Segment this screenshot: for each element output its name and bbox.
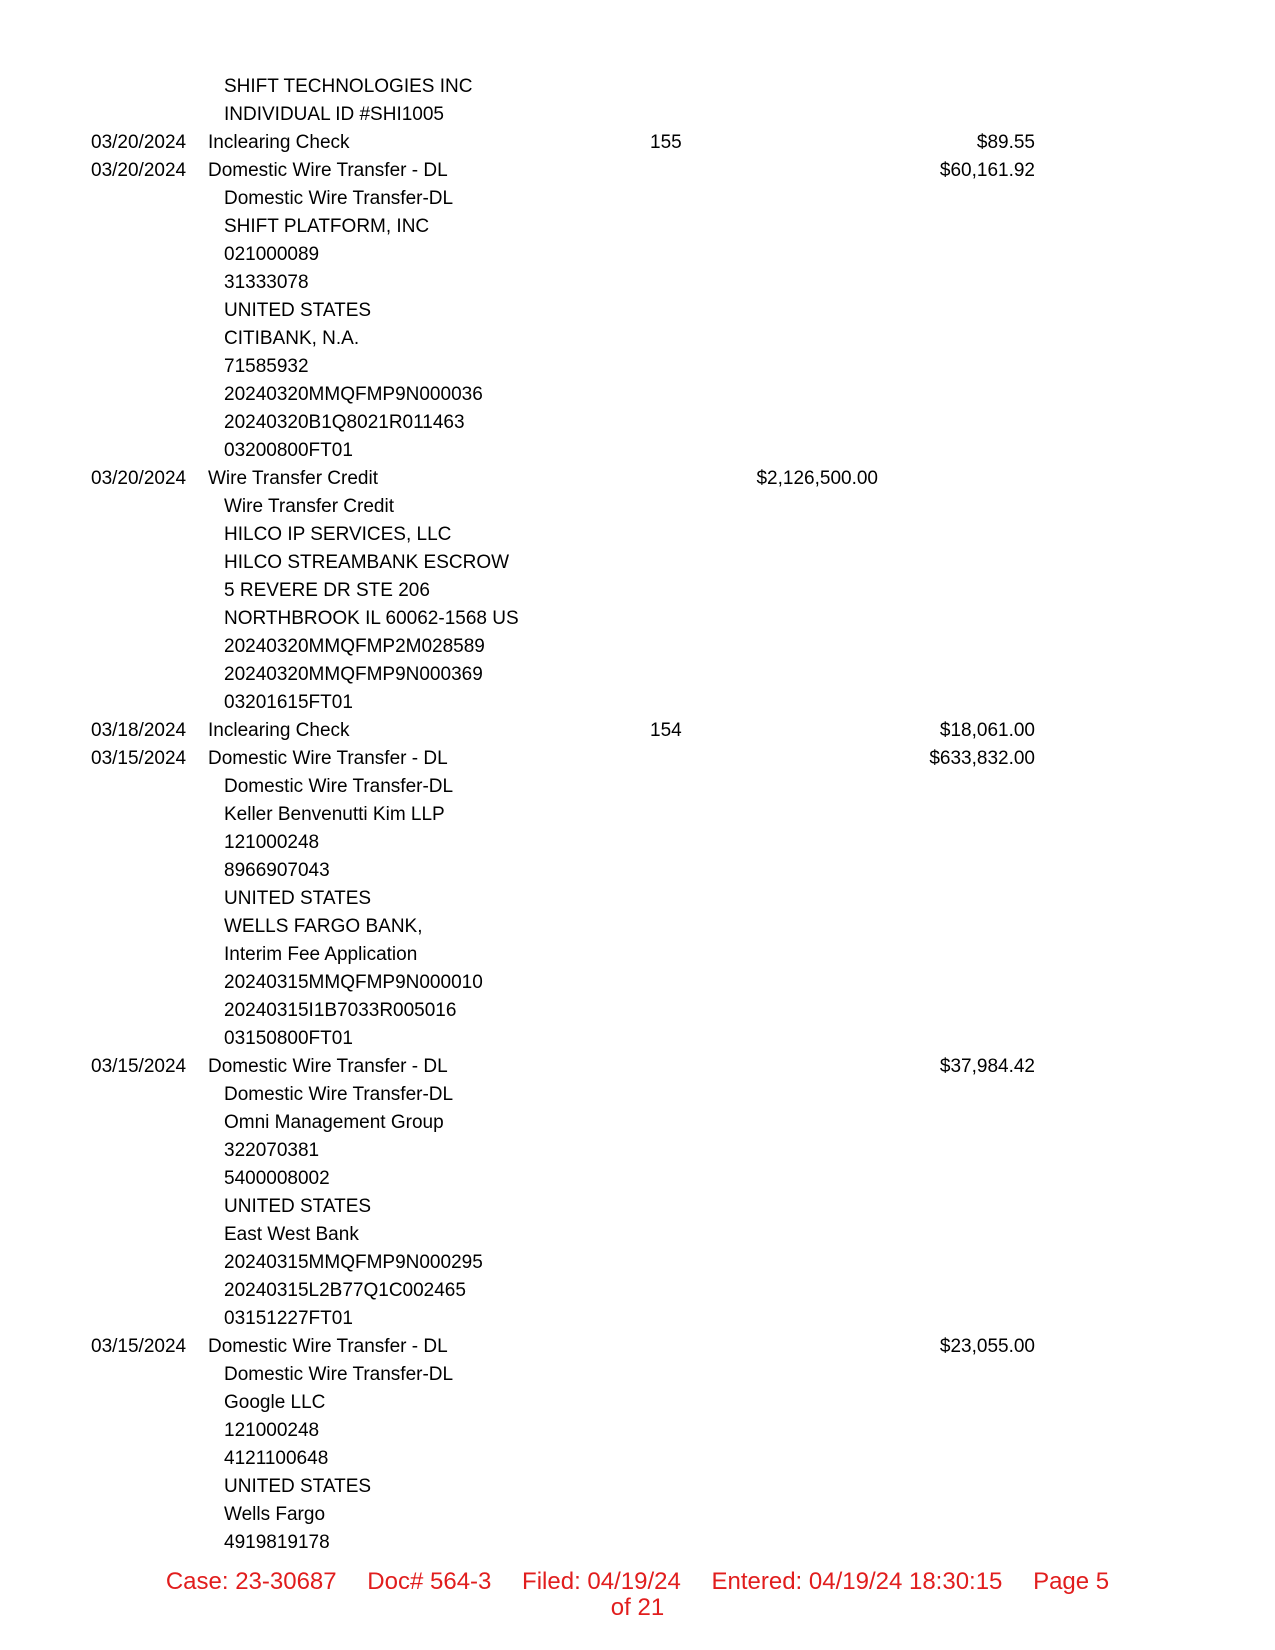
transaction-detail-line: 121000248	[224, 832, 320, 853]
transaction-row	[0, 129, 1275, 157]
transaction-detail-line: 121000248	[224, 1420, 320, 1441]
transaction-date: 03/15/2024	[91, 1056, 187, 1077]
transaction-detail-line: Keller Benvenutti Kim LLP	[224, 804, 445, 825]
transaction-row	[0, 857, 1275, 885]
transaction-detail-line: 20240315MMQFMP9N000010	[224, 972, 483, 993]
transaction-description: Domestic Wire Transfer - DL	[208, 748, 448, 769]
transaction-row	[0, 1473, 1275, 1501]
transaction-row	[0, 493, 1275, 521]
transaction-row	[0, 157, 1275, 185]
debit-amount: $23,055.00	[939, 1336, 1035, 1357]
transaction-row	[0, 605, 1275, 633]
transaction-detail-line: Wells Fargo	[224, 1504, 326, 1525]
transaction-detail-line: 20240315L2B77Q1C002465	[224, 1280, 466, 1301]
transaction-row	[0, 633, 1275, 661]
transaction-description: Inclearing Check	[208, 720, 350, 741]
transaction-detail-line: 71585932	[224, 356, 309, 377]
transaction-row	[0, 1389, 1275, 1417]
transaction-row	[0, 437, 1275, 465]
transaction-row	[0, 969, 1275, 997]
transaction-detail-line: CITIBANK, N.A.	[224, 328, 360, 349]
transaction-row	[0, 185, 1275, 213]
transaction-row	[0, 381, 1275, 409]
transaction-row	[0, 297, 1275, 325]
transaction-detail-line: Wire Transfer Credit	[224, 496, 394, 517]
transaction-row	[0, 325, 1275, 353]
transaction-date: 03/20/2024	[91, 160, 187, 181]
transaction-row	[0, 269, 1275, 297]
transaction-description: Inclearing Check	[208, 132, 350, 153]
credit-amount: $2,126,500.00	[756, 468, 878, 489]
transaction-detail-line: 8966907043	[224, 860, 330, 881]
transaction-row	[0, 1501, 1275, 1529]
transaction-detail-line: HILCO STREAMBANK ESCROW	[224, 552, 510, 573]
transaction-detail-line: UNITED STATES	[224, 1196, 372, 1217]
transaction-detail-line: SHIFT TECHNOLOGIES INC	[224, 76, 473, 97]
transaction-description: Domestic Wire Transfer - DL	[208, 160, 448, 181]
transaction-row	[0, 409, 1275, 437]
transaction-detail-line: Domestic Wire Transfer-DL	[224, 1364, 454, 1385]
transaction-row	[0, 1109, 1275, 1137]
transaction-detail-line: 322070381	[224, 1140, 320, 1161]
transaction-detail-line: 20240320B1Q8021R011463	[224, 412, 465, 433]
transaction-row	[0, 689, 1275, 717]
transaction-detail-line: 31333078	[224, 272, 309, 293]
page-total: of 21	[610, 1594, 665, 1621]
transaction-row	[0, 1305, 1275, 1333]
transaction-row	[0, 1277, 1275, 1305]
transaction-description: Domestic Wire Transfer - DL	[208, 1056, 448, 1077]
transaction-row	[0, 73, 1275, 101]
transaction-detail-line: WELLS FARGO BANK,	[224, 916, 423, 937]
transaction-detail-line: 20240315MMQFMP9N000295	[224, 1252, 483, 1273]
transaction-detail-line: 20240320MMQFMP9N000369	[224, 664, 483, 685]
transaction-detail-line: Google LLC	[224, 1392, 326, 1413]
transaction-row	[0, 1333, 1275, 1361]
debit-amount: $89.55	[976, 132, 1035, 153]
transaction-detail-line: 5 REVERE DR STE 206	[224, 580, 430, 601]
transaction-row	[0, 745, 1275, 773]
transaction-row	[0, 241, 1275, 269]
check-number: 154	[650, 720, 682, 741]
case-number: Case: 23-30687	[165, 1568, 337, 1595]
transaction-detail-line: INDIVIDUAL ID #SHI1005	[224, 104, 444, 125]
transaction-detail-line: HILCO IP SERVICES, LLC	[224, 524, 452, 545]
transaction-row	[0, 661, 1275, 689]
transaction-date: 03/15/2024	[91, 1336, 187, 1357]
transaction-row	[0, 1221, 1275, 1249]
transaction-detail-line: SHIFT PLATFORM, INC	[224, 216, 430, 237]
transaction-row	[0, 1529, 1275, 1557]
transaction-row	[0, 997, 1275, 1025]
page-number: Page 5	[1033, 1568, 1110, 1595]
transaction-detail-line: 5400008002	[224, 1168, 330, 1189]
transaction-detail-line: 03201615FT01	[224, 692, 353, 713]
transaction-detail-line: Interim Fee Application	[224, 944, 418, 965]
transaction-detail-line: 03200800FT01	[224, 440, 353, 461]
transaction-row	[0, 913, 1275, 941]
transaction-row	[0, 1193, 1275, 1221]
transaction-row	[0, 1361, 1275, 1389]
doc-number: Doc# 564-3	[367, 1568, 492, 1595]
transaction-row	[0, 1417, 1275, 1445]
transaction-row	[0, 1025, 1275, 1053]
transaction-detail-line: Domestic Wire Transfer-DL	[224, 776, 454, 797]
transaction-row	[0, 1053, 1275, 1081]
transaction-row	[0, 801, 1275, 829]
check-number: 155	[650, 132, 682, 153]
transaction-detail-line: NORTHBROOK IL 60062-1568 US	[224, 608, 519, 629]
debit-amount: $37,984.42	[939, 1056, 1035, 1077]
transaction-row	[0, 1081, 1275, 1109]
transaction-row	[0, 717, 1275, 745]
transaction-detail-line: 20240320MMQFMP2M028589	[224, 636, 485, 657]
transaction-row	[0, 829, 1275, 857]
transaction-detail-line: 03150800FT01	[224, 1028, 353, 1049]
transaction-detail-line: UNITED STATES	[224, 1476, 372, 1497]
transaction-row	[0, 101, 1275, 129]
transaction-row	[0, 577, 1275, 605]
transaction-date: 03/20/2024	[91, 132, 187, 153]
transaction-row	[0, 521, 1275, 549]
transaction-detail-line: UNITED STATES	[224, 300, 372, 321]
transaction-row	[0, 885, 1275, 913]
transaction-detail-line: 20240315I1B7033R005016	[224, 1000, 457, 1021]
filed-date: Filed: 04/19/24	[522, 1568, 681, 1595]
transaction-detail-line: Domestic Wire Transfer-DL	[224, 188, 454, 209]
transaction-detail-line: 03151227FT01	[224, 1308, 353, 1329]
transaction-detail-line: 4121100648	[224, 1448, 329, 1469]
transaction-date: 03/15/2024	[91, 748, 187, 769]
transaction-detail-line: East West Bank	[224, 1224, 359, 1245]
case-filing-stamp	[0, 1569, 1275, 1621]
transaction-list	[0, 73, 1275, 1557]
transaction-row	[0, 1137, 1275, 1165]
debit-amount: $18,061.00	[939, 720, 1035, 741]
transaction-detail-line: Omni Management Group	[224, 1112, 444, 1133]
transaction-row	[0, 549, 1275, 577]
debit-amount: $633,832.00	[929, 748, 1035, 769]
transaction-row	[0, 941, 1275, 969]
transaction-row	[0, 1249, 1275, 1277]
transaction-detail-line: 021000089	[224, 244, 320, 265]
transaction-detail-line: Domestic Wire Transfer-DL	[224, 1084, 454, 1105]
transaction-row	[0, 353, 1275, 381]
transaction-detail-line: 4919819178	[224, 1532, 330, 1553]
transaction-row	[0, 773, 1275, 801]
transaction-date: 03/20/2024	[91, 468, 187, 489]
transaction-detail-line: UNITED STATES	[224, 888, 372, 909]
transaction-description: Domestic Wire Transfer - DL	[208, 1336, 448, 1357]
transaction-date: 03/18/2024	[91, 720, 187, 741]
transaction-row	[0, 213, 1275, 241]
transaction-detail-line: 20240320MMQFMP9N000036	[224, 384, 483, 405]
entered-date: Entered: 04/19/24 18:30:15	[711, 1568, 1003, 1595]
transaction-row	[0, 465, 1275, 493]
transaction-description: Wire Transfer Credit	[208, 468, 378, 489]
transaction-row	[0, 1445, 1275, 1473]
transaction-row	[0, 1165, 1275, 1193]
debit-amount: $60,161.92	[939, 160, 1035, 181]
